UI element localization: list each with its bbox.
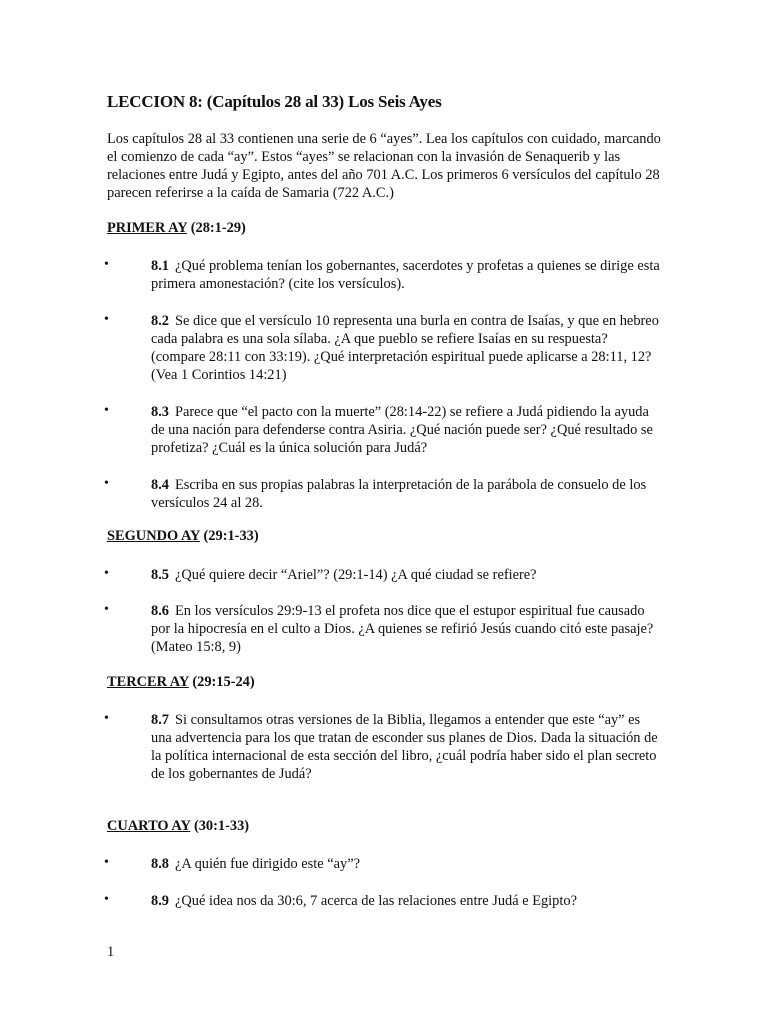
lesson-title: LECCION 8: (Capítulos 28 al 33) Los Seis Ayes [107, 92, 442, 111]
question-8-6 [151, 602, 661, 656]
question-8-9 [151, 892, 661, 910]
question-8-2 [151, 312, 661, 384]
question-number: 8.7 [151, 712, 169, 728]
section-ref: (28:1-29) [190, 220, 246, 236]
bullet-icon: • [104, 711, 109, 726]
bullet-icon: • [104, 892, 109, 907]
bullet-icon: • [104, 312, 109, 327]
question-text: Escriba en sus propias palabras la interpretación de la parábola de consuelo de los versículos 24 al 28. [151, 477, 647, 511]
question-text: ¿Qué idea nos da 30:6, 7 acerca de las relaciones entre Judá e Egipto? [175, 893, 577, 909]
section-heading-tercer-ay [107, 674, 255, 691]
bullet-icon: • [104, 602, 109, 617]
section-name: SEGUNDO AY [107, 528, 200, 544]
intro-paragraph: Los capítulos 28 al 33 contienen una serie de 6 “ayes”. Lea los capítulos con cuidado, marcando el comienzo de cada “ay”. Estos “ayes” se relacionan con la invasión de Senaquerib y las relaciones entre Judá y Egipto, antes del año 701 A.C. Los primeros 6 versículos del capítulo 28 parecen referirse a la caída de Samaria (722 A.C.) [107, 131, 661, 201]
question-number: 8.3 [151, 404, 169, 420]
question-number: 8.9 [151, 893, 169, 909]
section-heading-primer-ay [107, 220, 246, 237]
section-heading-cuarto-ay [107, 818, 249, 835]
question-8-5 [151, 566, 661, 584]
bullet-icon: • [104, 476, 109, 491]
section-name: CUARTO AY [107, 818, 191, 834]
section-ref: (29:15-24) [192, 674, 255, 690]
section-name: PRIMER AY [107, 220, 188, 236]
question-text: En los versículos 29:9-13 el profeta nos dice que el estupor espiritual fue causado por la hipocresía en el culto a Dios. ¿A quienes se refirió Jesús cuando citó este pasaje? (Mateo 15:8, 9) [151, 603, 654, 655]
question-8-8 [151, 855, 661, 873]
question-text: ¿Qué problema tenían los gobernantes, sacerdotes y profetas a quienes se dirige esta primera amonestación? (cite los versículos). [151, 258, 660, 292]
bullet-icon: • [104, 566, 109, 581]
question-number: 8.5 [151, 567, 169, 583]
section-heading-segundo-ay [107, 528, 259, 545]
question-number: 8.8 [151, 856, 169, 872]
section-name: TERCER AY [107, 674, 189, 690]
bullet-icon: • [104, 257, 109, 272]
section-ref: (29:1-33) [203, 528, 259, 544]
page-number: 1 [107, 944, 115, 960]
question-8-3 [151, 403, 661, 457]
question-text: Si consultamos otras versiones de la Biblia, llegamos a entender que este “ay” es una advertencia para los que tratan de esconder sus planes de Dios. Dada la situación de la política internacional de esta sección del libro, ¿cuál podría haber sido el plan secreto de los gobernantes de Judá? [151, 712, 658, 782]
question-8-4 [151, 476, 661, 512]
question-text: ¿Qué quiere decir “Ariel”? (29:1-14) ¿A qué ciudad se refiere? [175, 567, 537, 583]
question-text: Parece que “el pacto con la muerte” (28:14-22) se refiere a Judá pidiendo la ayuda de una nación para defenderse contra Asiria. ¿Qué nación puede ser? ¿Qué resultado se profetiza? ¿Cuál es la única solución para Judá? [151, 404, 653, 456]
question-number: 8.4 [151, 477, 169, 493]
question-8-1 [151, 257, 661, 293]
question-number: 8.1 [151, 258, 169, 274]
question-number: 8.6 [151, 603, 169, 619]
question-number: 8.2 [151, 313, 169, 329]
bullet-icon: • [104, 403, 109, 418]
question-text: ¿A quién fue dirigido este “ay”? [175, 856, 361, 872]
bullet-icon: • [104, 855, 109, 870]
question-8-7 [151, 711, 661, 783]
question-text: Se dice que el versículo 10 representa una burla en contra de Isaías, y que en hebreo cada palabra es una sola sílaba. ¿A que pueblo se refiere Isaías en su respuesta? (compare 28:11 con 33:19). ¿Qué interpretación espiritual puede aplicarse a 28:11, 12? (Vea 1 Corintios 14:21) [151, 313, 659, 383]
section-ref: (30:1-33) [193, 818, 250, 834]
